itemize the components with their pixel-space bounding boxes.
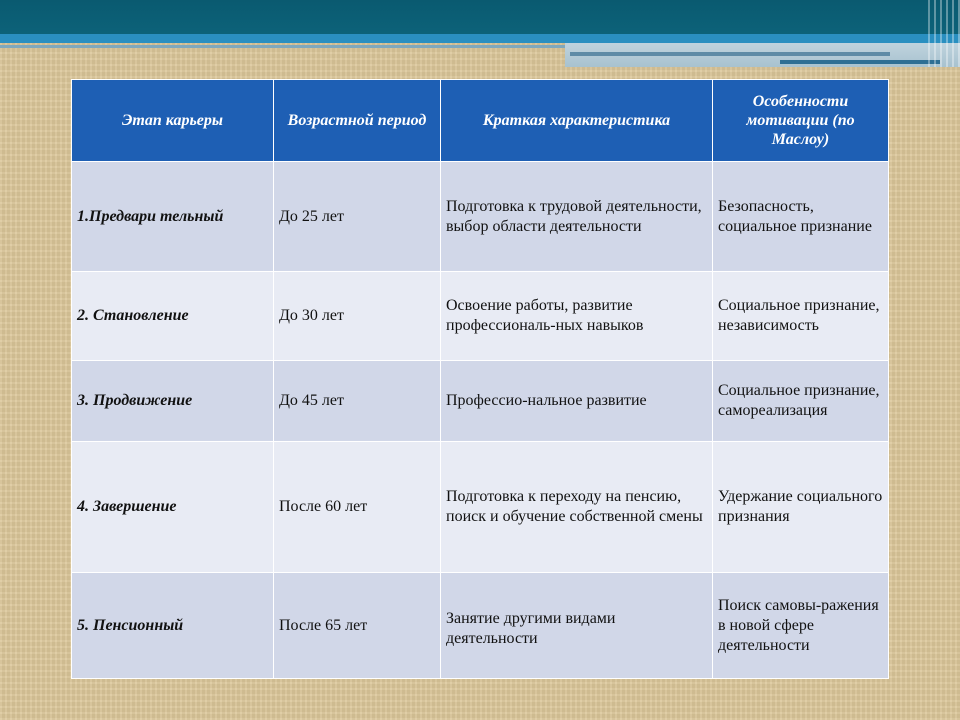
header-age-label: Возрастной период xyxy=(287,112,427,129)
cell-age: После 65 лет xyxy=(274,573,441,679)
cell-age: До 25 лет xyxy=(274,162,441,272)
cell-stage: 2. Становление xyxy=(72,272,274,361)
cell-age: До 30 лет xyxy=(274,272,441,361)
header-band-dark xyxy=(0,0,960,34)
header-age xyxy=(274,80,441,162)
header-band-blue xyxy=(0,34,960,43)
cell-characteristic: Освоение работы, развитие профессиональ-ных навыков xyxy=(441,272,713,361)
cell-age: После 60 лет xyxy=(274,442,441,573)
cell-characteristic: Подготовка к трудовой деятельности, выбор области деятельности xyxy=(441,162,713,272)
cell-age: До 45 лет xyxy=(274,361,441,442)
career-stages-table xyxy=(71,79,889,679)
cell-stage: 3. Продвижение xyxy=(72,361,274,442)
table-row xyxy=(72,272,889,361)
header-motivation-label: Особенности мотивации (по Маслоу) xyxy=(746,93,855,148)
cell-characteristic: Подготовка к переходу на пенсию, поиск и обучение собственной смены xyxy=(441,442,713,573)
header-characteristic-label: Краткая характеристика xyxy=(482,112,671,129)
cell-motivation: Поиск самовы-ражения в новой сфере деятельности xyxy=(713,573,889,679)
header-stage-label: Этап карьеры xyxy=(122,112,223,129)
header-line xyxy=(780,60,940,64)
header-motivation xyxy=(713,80,889,162)
header-stage xyxy=(72,80,274,162)
cell-characteristic: Профессио-нальное развитие xyxy=(441,361,713,442)
table-row xyxy=(72,162,889,272)
cell-motivation: Социальное признание, самореализация xyxy=(713,361,889,442)
cell-stage: 4. Завершение xyxy=(72,442,274,573)
header-line xyxy=(570,52,890,56)
table-header-row xyxy=(72,80,889,162)
table-row xyxy=(72,573,889,679)
cell-stage: 1.Предвари тельный xyxy=(72,162,274,272)
cell-motivation: Социальное признание, независимость xyxy=(713,272,889,361)
decorative-stripes xyxy=(928,0,960,67)
table-row xyxy=(72,361,889,442)
header-characteristic xyxy=(441,80,713,162)
cell-characteristic: Занятие другими видами деятельности xyxy=(441,573,713,679)
cell-stage: 5. Пенсионный xyxy=(72,573,274,679)
cell-motivation: Удержание социального признания xyxy=(713,442,889,573)
header-line xyxy=(0,45,565,48)
table-row xyxy=(72,442,889,573)
cell-motivation: Безопасность, социальное признание xyxy=(713,162,889,272)
